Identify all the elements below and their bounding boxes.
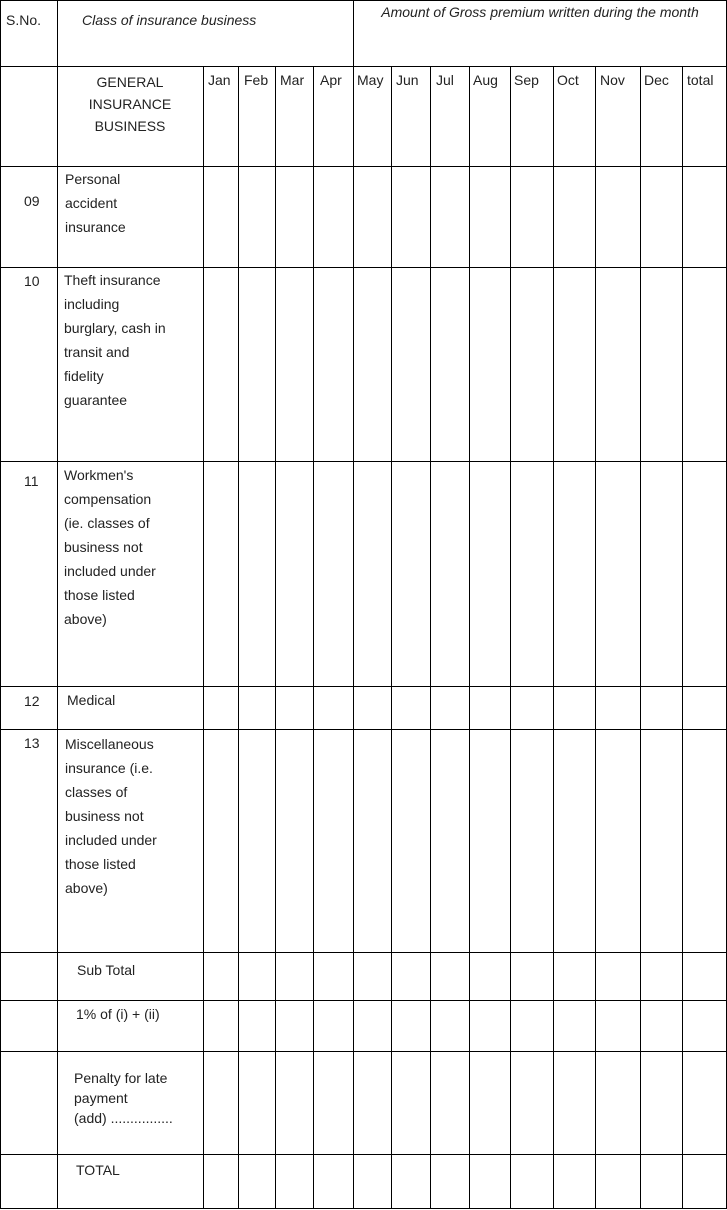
rule <box>0 0 1 1209</box>
month-header: Aug <box>473 72 498 88</box>
row-sno: 10 <box>24 273 40 289</box>
rule <box>275 66 276 1209</box>
row-label: 1% of (i) + (ii) <box>76 1006 160 1022</box>
rule <box>682 66 683 1209</box>
rule <box>353 0 354 1209</box>
rule <box>469 66 470 1209</box>
rule <box>0 686 727 687</box>
class-header: Class of insurance business <box>82 12 257 28</box>
sno-header: S.No. <box>6 12 42 28</box>
rule <box>57 0 58 1209</box>
row-sno: 12 <box>24 693 40 709</box>
rule <box>238 66 239 1209</box>
row-sno: 11 <box>24 473 39 489</box>
month-header: Jun <box>396 72 419 88</box>
month-header: Oct <box>557 72 579 88</box>
month-header: Dec <box>644 72 669 88</box>
month-header: May <box>357 72 384 88</box>
month-header: Feb <box>244 72 269 88</box>
row-label: Workmen's compensation (ie. classes of business not included under those listed above) <box>64 467 156 627</box>
rule <box>640 66 641 1209</box>
rule <box>0 1208 727 1209</box>
rule <box>510 66 511 1209</box>
month-header: Jul <box>436 72 454 88</box>
rule <box>595 66 596 1209</box>
row-label: Penalty for late payment (add) ................ <box>74 1070 173 1126</box>
rule <box>430 66 431 1209</box>
month-header: Mar <box>280 72 305 88</box>
rule <box>0 1154 727 1155</box>
month-header: Jan <box>208 72 231 88</box>
month-header: Sep <box>514 72 539 88</box>
month-header: total <box>687 72 714 88</box>
month-header: Nov <box>600 72 625 88</box>
row-label: Theft insurance including burglary, cash in transit and fidelity guarantee <box>64 272 166 408</box>
section-header: GENERAL INSURANCE BUSINESS <box>88 74 172 134</box>
rule <box>0 729 727 730</box>
row-label: Personal accident insurance <box>65 171 126 235</box>
rule <box>313 66 314 1209</box>
rule <box>553 66 554 1209</box>
row-label: TOTAL <box>76 1162 120 1178</box>
rule <box>0 461 727 462</box>
rule <box>0 1051 727 1052</box>
rule <box>0 1000 727 1001</box>
rule <box>0 66 727 67</box>
row-label: Sub Total <box>77 962 136 978</box>
rule <box>203 66 204 1209</box>
rule <box>0 0 727 1</box>
rule <box>391 66 392 1209</box>
row-label: Miscellaneous insurance (i.e. classes of business not included under those listed above) <box>65 736 157 896</box>
row-sno: 13 <box>24 735 40 751</box>
amount-header: Amount of Gross premium written during the month <box>381 4 699 20</box>
month-header: Apr <box>320 72 342 88</box>
row-sno: 09 <box>24 193 40 209</box>
rule <box>0 952 727 953</box>
row-label: Medical <box>67 692 116 708</box>
